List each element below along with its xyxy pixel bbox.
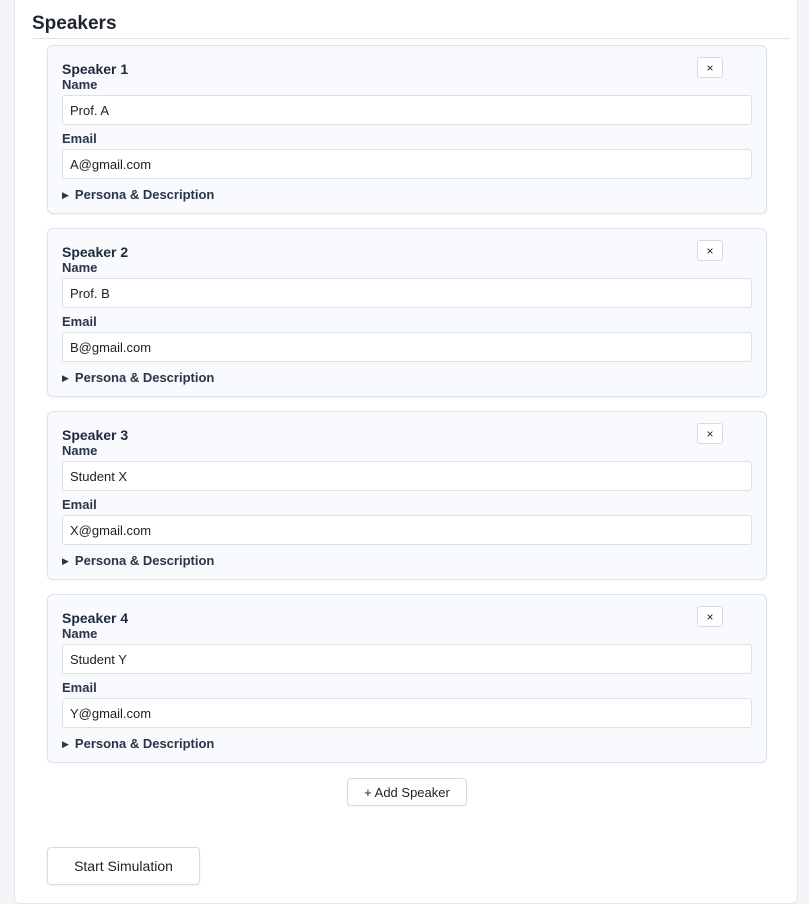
speaker-title: Speaker 2 [62, 244, 129, 260]
name-input[interactable] [62, 461, 752, 491]
persona-description-label: Persona & Description [74, 553, 215, 568]
add-speaker-button[interactable]: + Add Speaker [347, 778, 467, 806]
caret-right-icon: ▶ [62, 190, 69, 200]
persona-description-label: Persona & Description [74, 187, 215, 202]
close-icon: × [706, 427, 714, 441]
persona-description-toggle[interactable] [62, 736, 214, 751]
speaker-card-2 [47, 228, 767, 397]
caret-right-icon: ▶ [62, 556, 69, 566]
section-title: Speakers [32, 13, 117, 34]
section-divider [32, 38, 790, 39]
remove-speaker-button[interactable] [697, 240, 723, 261]
email-input[interactable] [62, 332, 752, 362]
speaker-card-1 [47, 45, 767, 214]
name-input[interactable] [62, 95, 752, 125]
name-label: Name [62, 77, 98, 92]
name-input[interactable] [62, 644, 752, 674]
persona-description-label: Persona & Description [74, 370, 215, 385]
close-icon: × [706, 61, 714, 75]
persona-description-label: Persona & Description [74, 736, 215, 751]
caret-right-icon: ▶ [62, 739, 69, 749]
persona-description-toggle[interactable] [62, 370, 214, 385]
start-simulation-button[interactable]: Start Simulation [47, 847, 200, 885]
persona-description-toggle[interactable] [62, 187, 214, 202]
name-input[interactable] [62, 278, 752, 308]
speaker-card-4 [47, 594, 767, 763]
speakers-panel [14, 0, 798, 904]
close-icon: × [706, 610, 714, 624]
name-label: Name [62, 260, 98, 275]
speaker-title: Speaker 4 [62, 610, 129, 626]
speaker-card-3 [47, 411, 767, 580]
speaker-title: Speaker 3 [62, 427, 129, 443]
speaker-title: Speaker 1 [62, 61, 129, 77]
name-label: Name [62, 626, 98, 641]
caret-right-icon: ▶ [62, 373, 69, 383]
email-input[interactable] [62, 149, 752, 179]
email-label: Email [62, 131, 97, 146]
email-input[interactable] [62, 698, 752, 728]
remove-speaker-button[interactable] [697, 606, 723, 627]
email-label: Email [62, 497, 97, 512]
persona-description-toggle[interactable] [62, 553, 214, 568]
close-icon: × [706, 244, 714, 258]
remove-speaker-button[interactable] [697, 423, 723, 444]
email-label: Email [62, 314, 97, 329]
email-input[interactable] [62, 515, 752, 545]
email-label: Email [62, 680, 97, 695]
remove-speaker-button[interactable] [697, 57, 723, 78]
name-label: Name [62, 443, 98, 458]
